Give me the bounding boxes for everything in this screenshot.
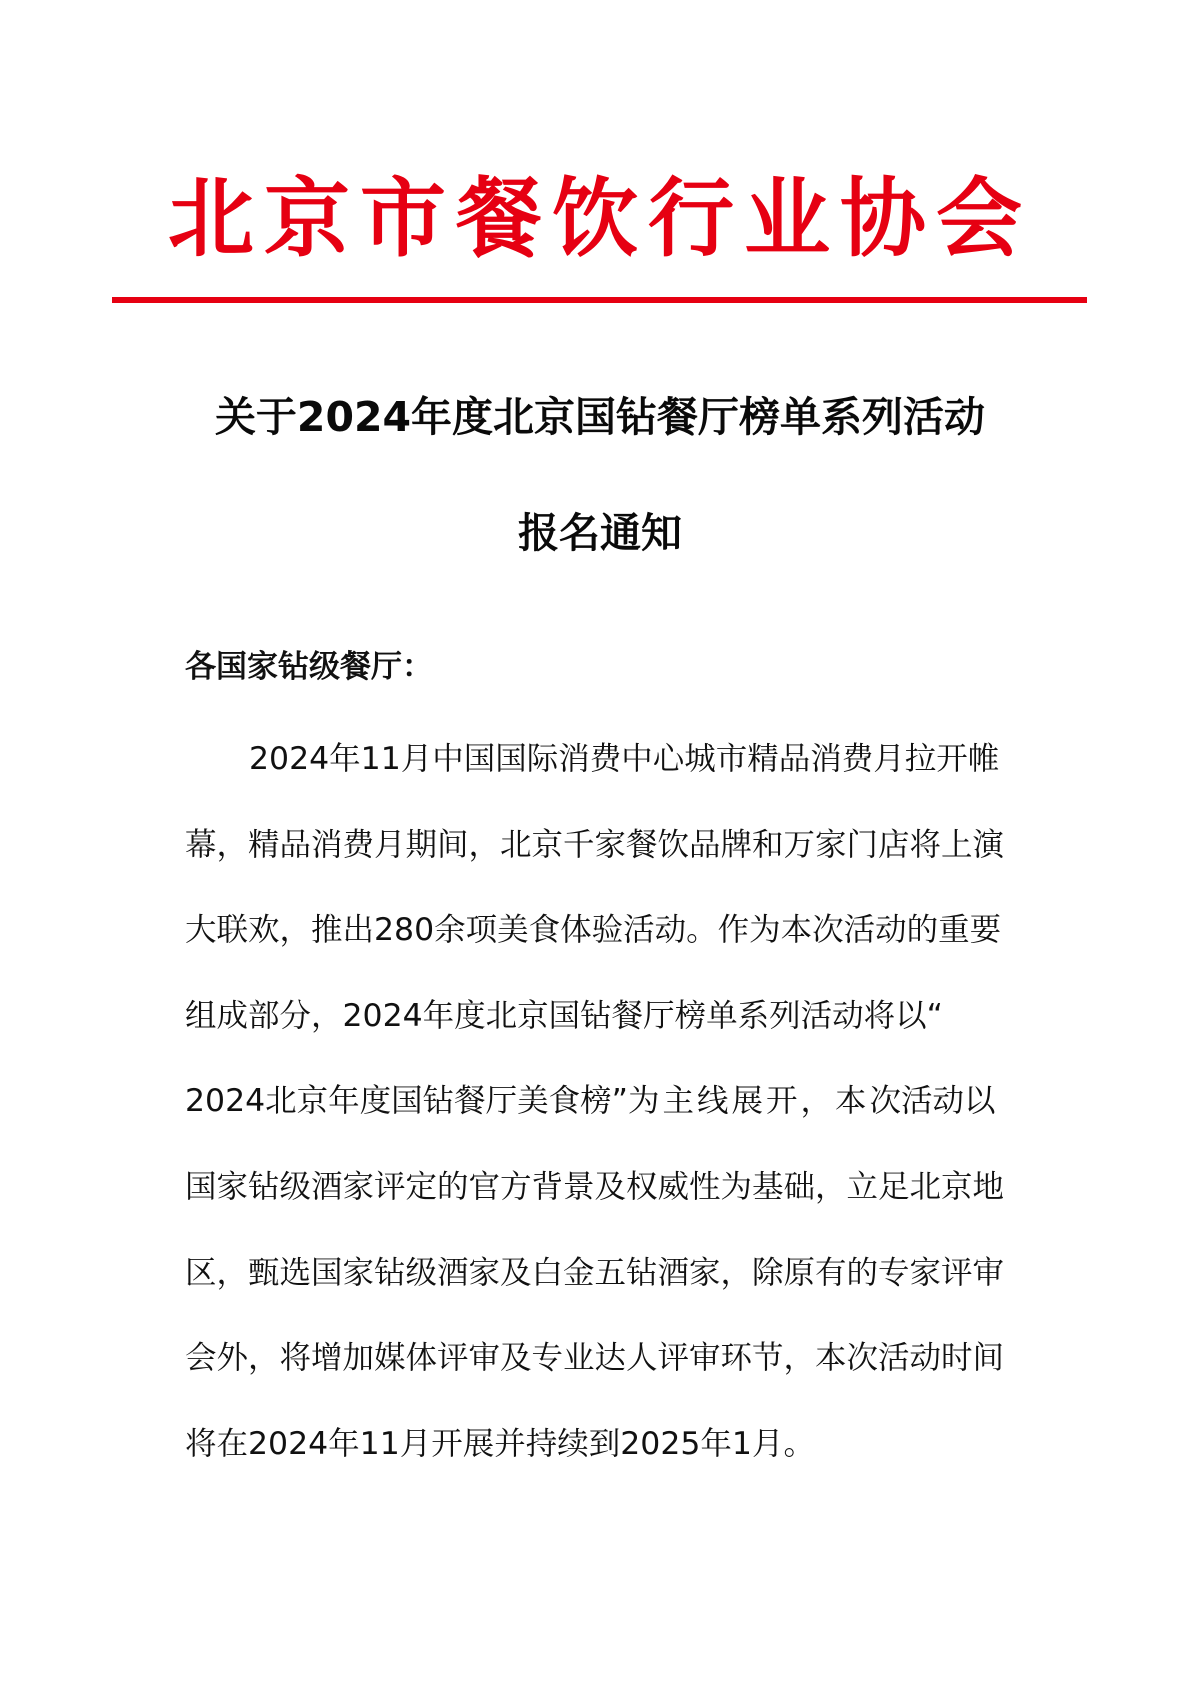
paragraph-line: 区，甄选国家钻级酒家及白金五钻酒家，除原有的专家评审	[185, 1255, 1005, 1291]
salutation: 各国家钻级餐厅：	[185, 649, 433, 685]
paragraph-line: 组成部分，2024年度北京国钻餐厅榜单系列活动将以“	[185, 998, 943, 1034]
paragraph-line: 将在2024年11月开展并持续到2025年1月。	[185, 1426, 815, 1462]
paragraph-run: 2024北京年度国钻餐厅美食榜”	[185, 1083, 628, 1119]
paragraph-line	[185, 1083, 1028, 1119]
paragraph-line: 大联欢，推出280余项美食体验活动。作为本次活动的重要	[185, 912, 1002, 948]
letterhead-red-rule	[112, 297, 1087, 303]
paragraph-line: 国家钻级酒家评定的官方背景及权威性为基础，立足北京地	[185, 1169, 1005, 1205]
paragraph-run-serif: 为主线展开，本	[628, 1083, 870, 1119]
paragraph-line: 2024年11月中国国际消费中心城市精品消费月拉开帷	[249, 741, 1000, 777]
paragraph-line: 会外，将增加媒体评审及专业达人评审环节，本次活动时间	[185, 1340, 1005, 1376]
notice-title-line-1: 关于2024年度北京国钻餐厅榜单系列活动	[214, 393, 986, 441]
letterhead-org-name: 北京市餐饮行业协会	[168, 168, 1032, 269]
notice-title-line-2: 报名通知	[518, 509, 682, 557]
paragraph-run: 次活动以	[869, 1083, 996, 1119]
paragraph-line: 幕，精品消费月期间，北京千家餐饮品牌和万家门店将上演	[185, 827, 1005, 863]
